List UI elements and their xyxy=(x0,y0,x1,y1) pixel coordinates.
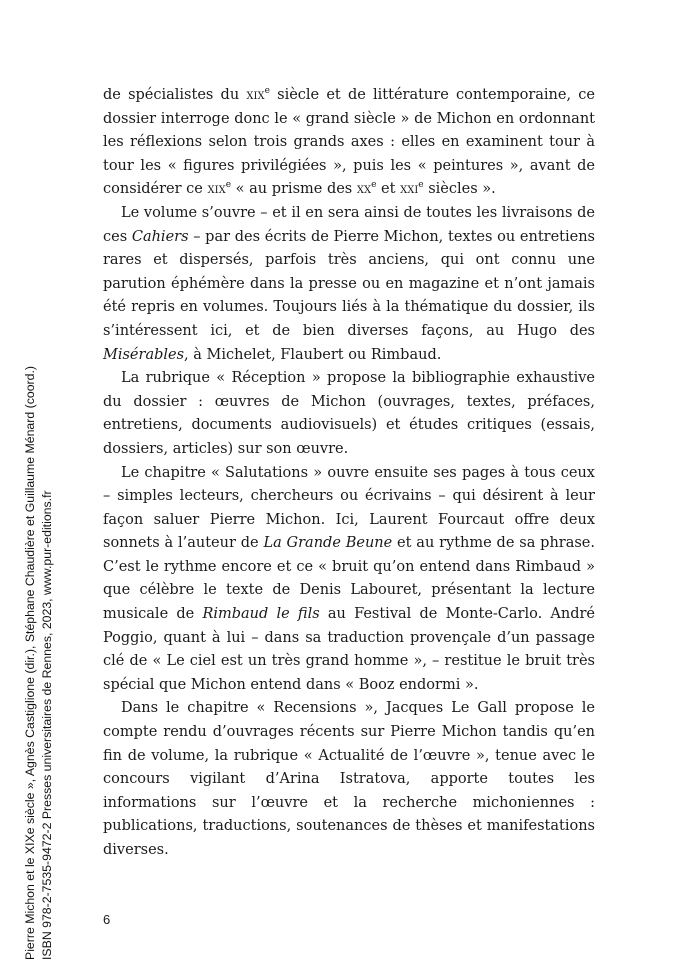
paragraph-reception xyxy=(103,367,595,461)
text-run: siècles ». xyxy=(423,181,496,198)
side-credit-line1: Pierre Michon et le XIXe siècle », Agnès Castiglione (dir.), Stéphane Chaudière et Guillaume Ménard (coord.) xyxy=(23,366,37,960)
paragraph-salutations xyxy=(103,462,595,698)
text-run: La rubrique « Réception » propose la bibliographie exhaustive du dossier : œuvres de Michon (ouvrages, textes, préfaces, entretiens, documents audiovisuels) et études critiques (essais, dossiers, articles) sur son œuvre. xyxy=(103,370,595,457)
text-run: , à Michelet, Flaubert ou Rimbaud. xyxy=(184,346,442,363)
title-miserables: Misérables xyxy=(103,346,185,363)
side-credit-line2: ISBN 978-2-7535-9472-2 Presses universitaires de Rennes, 2023, www.pur-editions.fr xyxy=(39,490,54,960)
superscript: e xyxy=(264,86,270,97)
side-credit xyxy=(22,366,55,960)
text-run: Le chapitre « Salutations » ouvre ensuite ses pages à tous ceux – simples lecteurs, chercheurs ou écrivains – qui désirent à leur façon saluer Pierre Michon. Ici, Laurent Fourcaut offre deux sonnets à l’auteur de xyxy=(103,464,595,552)
text-run: siècle et de littérature contemporaine, ce dossier interroge donc le « grand siècle » de Michon en ordonnant les réflexions selon trois grands axes : elles en examinent tour à tour les « figures privilégiées », puis les « peintures », avant de considérer ce xyxy=(103,87,595,198)
text-run: Dans le chapitre « Recensions », Jacques Le Gall propose le compte rendu d’ouvrages récents sur Pierre Michon tandis qu’en fin de volume, la rubrique « Actualité de l’œuvre », tenue avec le concours vigilant d’Arina Istratova, apporte toutes les informations sur l’œuvre et la recherche michoniennes : publications, traductions, soutenances de thèses et manifestations diverses. xyxy=(103,700,595,858)
paragraph-intro-continuation xyxy=(103,84,595,202)
title-rimbaud-le-fils: Rimbaud le fils xyxy=(202,606,320,623)
text-run: – par des écrits de Pierre Michon, textes ou entretiens rares et dispersés, parfois très anciens, qui ont connu une parution éphémère dans la presse ou en magazine et n’ont jamais été repris en volumes. Toujours liés à la thématique du dossier, ils s’intéressent ici, et de bien diverses façons, au Hugo des xyxy=(103,228,595,339)
text-run: de spécialistes du xyxy=(103,87,247,103)
text-run: Le volume s’ouvre – et il en sera ainsi de toutes les livraisons de ces xyxy=(103,204,595,245)
paragraph-volume xyxy=(103,202,595,367)
page-number: 6 xyxy=(103,912,111,927)
century-numeral: xx xyxy=(356,181,372,198)
text-run: et xyxy=(376,181,401,198)
century-numeral: xix xyxy=(246,87,265,103)
century-numeral: xix xyxy=(207,181,226,198)
text-run: et au rythme de sa phrase. C’est le rythme encore et ce « bruit qu’on entend dans Rimbaud » que célèbre le texte de Denis Labouret, présentant la lecture musicale de xyxy=(103,535,595,623)
century-numeral: xxi xyxy=(400,181,419,198)
page-body xyxy=(103,84,595,863)
paragraph-recensions xyxy=(103,697,595,862)
superscript: e xyxy=(371,180,377,191)
text-run: « au prisme des xyxy=(231,181,357,198)
superscript: e xyxy=(418,180,424,191)
title-cahiers: Cahiers xyxy=(131,228,189,245)
superscript: e xyxy=(225,180,232,191)
text-run: au Festival de Monte-Carlo. André Poggio, quant à lui – dans sa traduction provençale d’un passage clé de « Le ciel est un très grand homme », – restitue le bruit très spécial que Michon entend dans « Booz endormi ». xyxy=(103,606,595,693)
title-la-grande-beune: La Grande Beune xyxy=(263,535,393,552)
